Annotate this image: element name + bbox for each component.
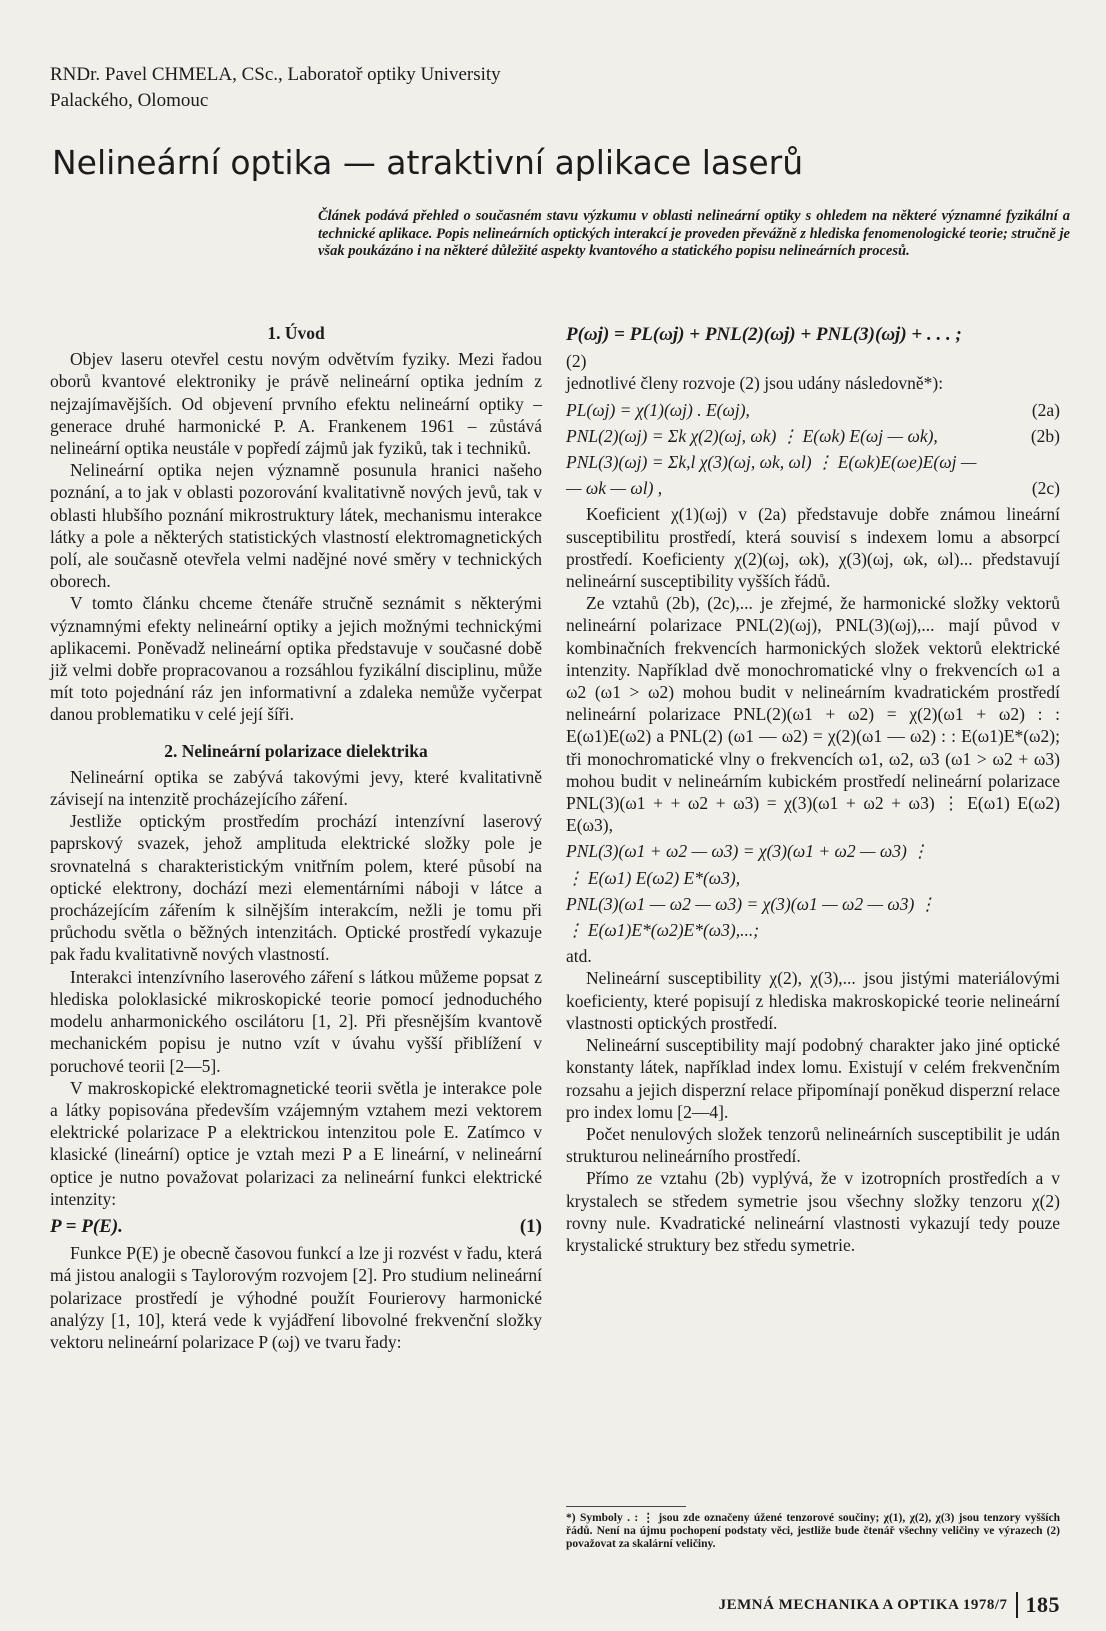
equation-2b bbox=[566, 425, 1060, 447]
right-column bbox=[566, 324, 1060, 1256]
equation-2 bbox=[566, 324, 1060, 346]
paragraph: Interakci intenzívního laserového záření s látkou můžeme popsat z hlediska poloklasické mikroskopické teorie pomocí jednoduchého modelu anharmonického oscilátoru [1, 2]. Při přesnějším kvantově mechanickém popisu je nutno vzít v úvahu vyšší přiblížení v poruchové teorii [2—5]. bbox=[50, 966, 542, 1076]
equation-3-line-2: ⋮ E(ω1) E(ω2) E*(ω3), bbox=[566, 867, 741, 888]
equation-2-body: P(ωj) = PL(ωj) + PNL(2)(ωj) + PNL(3)(ωj) + . . . ; bbox=[566, 324, 962, 345]
equation-1-body: P = P(E). bbox=[50, 1215, 123, 1237]
paragraph: Objev laseru otevřel cestu novým odvětvím fyziky. Mezi řadou oborů kvantové elektroniky je právě nelineární optika jedním z nejzajímavějších. Od objevení prvního efektu nelineární optiky – generace druhé harmonické P. A. Frankenem 1961 – zůstává nelineární optika neustále v popředí zájmů jak fyziků, tak i techniků. bbox=[50, 349, 542, 459]
author-line-1: RNDr. Pavel CHMELA, CSc., Laboratoř optiky University bbox=[50, 64, 501, 85]
journal-name: JEMNÁ MECHANIKA A OPTIKA 1978/7 bbox=[718, 1596, 1008, 1613]
paragraph: Nelineární susceptibility mají podobný charakter jako jiné optické konstanty látek, například index lomu. Existují v celém frekvenčním rozsahu a jejich disperzní relace připomínají poněkud disperzní relace pro index lomu [2—4]. bbox=[566, 1035, 1060, 1122]
equation-2c-number: (2c) bbox=[1031, 478, 1060, 499]
atd-text: atd. bbox=[566, 946, 592, 967]
paragraph: Nelineární optika nejen významně posunula hranici našeho poznání, a to jak v oblasti pozorování kvalitativně nových jevů, tak v oblasti hlubšího poznání mikrostruktury látek, mechanismu interakce látky a pole a některých statistických vlastností elektromagnetických polí, ale současně otevřela velmi nadějné nové směry v technických oborech. bbox=[50, 460, 542, 592]
paragraph: Koeficient χ(1)(ωj) v (2a) představuje dobře známou lineární susceptibilitu prostředí, která souvisí s indexem lomu a absorpcí prostředí. Koeficienty χ(2)(ωj, ωk), χ(3)(ωj, ωk, ωl)... představují nelineární susceptibility vyšších řádů. bbox=[566, 504, 1060, 592]
paragraph: Jestliže optickým prostředím prochází intenzívní laserový paprskový svazek, jehož amplituda elektrické složky pole je srovnatelná s charakteristickým vnitřním polem, které působí na optické elektrony, dochází mezi elementárními náboji v látce a procházejícím zářením k silnějším interakcím, nežli je tomu při průchodu světla o běžných intenzitách. Optické prostředí vykazuje pak řadu kvalitativně nových vlastností. bbox=[50, 811, 542, 965]
section-1-title: 1. Úvod bbox=[267, 323, 325, 343]
equation-2c-line-1: PNL(3)(ωj) = Σk,l χ(3)(ωj, ωk, ωl) ⋮ E(ωk)E(ωe)E(ωj — bbox=[566, 452, 977, 473]
paragraph: V makroskopické elektromagnetické teorii světla je interakce pole a látky popisována především vzájemným vztahem mezi vektorem elektrické polarizace P a elektrickou intenzitou pole E. Zatímco v klasické (lineární) optice je vztah mezi P a E lineární, v nelineární optice je nutno považovat polarizaci za nelineární funkci elektrické intenzity: bbox=[50, 1077, 542, 1209]
equation-2b-number: (2b) bbox=[1030, 425, 1060, 446]
paragraph: Přímo ze vztahu (2b) vyplývá, že v izotropních prostředích a v krystalech se středem symetrie jsou všechny složky tenzoru χ(2) rovny nule. Kvadratické nelineární vlastnosti vykazují tedy pouze krystalické struktury bez středu symetrie. bbox=[566, 1168, 1060, 1255]
footer-separator bbox=[1016, 1592, 1018, 1618]
paragraph: Nelineární optika se zabývá takovými jevy, které kvalitativně závisejí na intenzitě procházejícího záření. bbox=[50, 766, 542, 810]
equation-2c bbox=[566, 477, 1060, 499]
paragraph: Počet nenulových složek tenzorů nelineárních susceptibilit je udán strukturou nelineárního prostředí. bbox=[566, 1123, 1060, 1167]
paragraph: Nelineární susceptibility χ(2), χ(3),... jsou jistými materiálovými koeficienty, které popisují z hlediska makroskopické teorie nelineární vlastnosti optických prostředí. bbox=[566, 968, 1060, 1033]
equation-2b-body: PNL(2)(ωj) = Σk χ(2)(ωj, ωk) ⋮ E(ωk) E(ωj — ωk), bbox=[566, 425, 938, 446]
equation-2c-line-2: — ωk — ωl) , bbox=[566, 478, 663, 499]
equation-2a bbox=[566, 399, 1060, 421]
author-block bbox=[50, 62, 750, 114]
footnote: *) Symboly . : ⋮ jsou zde označeny úžené tenzorové součiny; χ(1), χ(2), χ(3) jsou tenzory vyšších řádů. Není na újmu pochopení podstaty věci, jestliže bude čtenář všechny veličiny ve výrazech (2) považovat za skalární veličiny. bbox=[566, 1512, 1060, 1550]
page-footer bbox=[719, 1592, 1060, 1618]
footnote-divider bbox=[566, 1506, 686, 1507]
equation-1 bbox=[50, 1216, 542, 1238]
author-line-2: Palackého, Olomouc bbox=[50, 90, 209, 111]
section-2-title: 2. Nelineární polarizace dielektrika bbox=[164, 740, 428, 761]
equation-3-line-1: PNL(3)(ω1 + ω2 — ω3) = χ(3)(ω1 + ω2 — ω3) ⋮ bbox=[566, 841, 929, 862]
equation-2a-body: PL(ωj) = χ(1)(ωj) . E(ωj), bbox=[566, 399, 750, 420]
paragraph: V tomto článku chceme čtenáře stručně seznámit s některými významnými efekty nelineární optiky a jejich možnými technickými aplikacemi. Poněvadž nelineární optika představuje v současné době již velmi dobře propracovanou a rozsáhlou fyzikální disciplinu, může mít toto pojednání ráz jen informativní a zdaleka nemůže vyčerpat danou problematiku v celé její šíři. bbox=[50, 593, 542, 725]
equation-2-number: (2) bbox=[566, 351, 587, 372]
equation-2a-number: (2a) bbox=[1031, 399, 1060, 420]
equation-1-number: (1) bbox=[519, 1215, 542, 1237]
page-number: 185 bbox=[1025, 1592, 1060, 1617]
equation-4-line-2: ⋮ E(ω1)E*(ω2)E*(ω3),...; bbox=[566, 920, 760, 941]
paragraph: Funkce P(E) je obecně časovou funkcí a lze ji rozvést v řadu, která má jistou analogii s Taylorovým rozvojem [2]. Pro studium nelineární polarizace prostředí je výhodné použít Fourierovy harmonické analýzy [1, 10], která vede k vyjádření libovolné frekvenční složky vektoru nelineární polarizace P (ωj) ve tvaru řady: bbox=[50, 1243, 542, 1352]
paragraph: jednotlivé členy rozvoje (2) jsou udány následovně*): bbox=[566, 373, 944, 394]
equation-4-line-1: PNL(3)(ω1 — ω2 — ω3) = χ(3)(ω1 — ω2 — ω3) ⋮ bbox=[566, 893, 937, 914]
paragraph: Ze vztahů (2b), (2c),... je zřejmé, že harmonické složky vektorů nelineární polarizace PNL(2)(ωj), PNL(3)(ωj),... mají původ v kombinačních frekvencích harmonických složek vektorů elektrické intenzity. Například dvě monochromatické vlny o frekvencích ω1 a ω2 (ω1 > ω2) mohou budit v nelineárním kvadratickém prostředí nelineární polarizace PNL(2)(ω1 + ω2) = χ(2)(ω1 + ω2) : : E(ω1)E(ω2) a PNL(2) (ω1 — ω2) = χ(2)(ω1 — ω2) : : E(ω1)E*(ω2); tři monochromatické vlny o frekvencích ω1, ω2, ω3 (ω1 > ω2 + ω3) mohou budit v nelineárním kubickém prostředí nelineární polarizace PNL(3)(ω1 + + ω2 + ω3) = χ(3)(ω1 + ω2 + ω3) ⋮ E(ω1) E(ω2) E(ω3), bbox=[566, 593, 1060, 836]
article-title: Nelineární optika — atraktivní aplikace laserů bbox=[52, 143, 804, 182]
abstract: Článek podává přehled o současném stavu výzkumu v oblasti nelineární optiky s ohledem na některé významné fyzikální a technické aplikace. Popis nelineárních optických interakcí je proveden převážně z hlediska fenomenologické teorie; stručně je však poukázáno i na některé důležité aspekty kvantového a statického popisu nelineárních procesů. bbox=[318, 208, 1070, 259]
left-column bbox=[50, 322, 542, 1353]
